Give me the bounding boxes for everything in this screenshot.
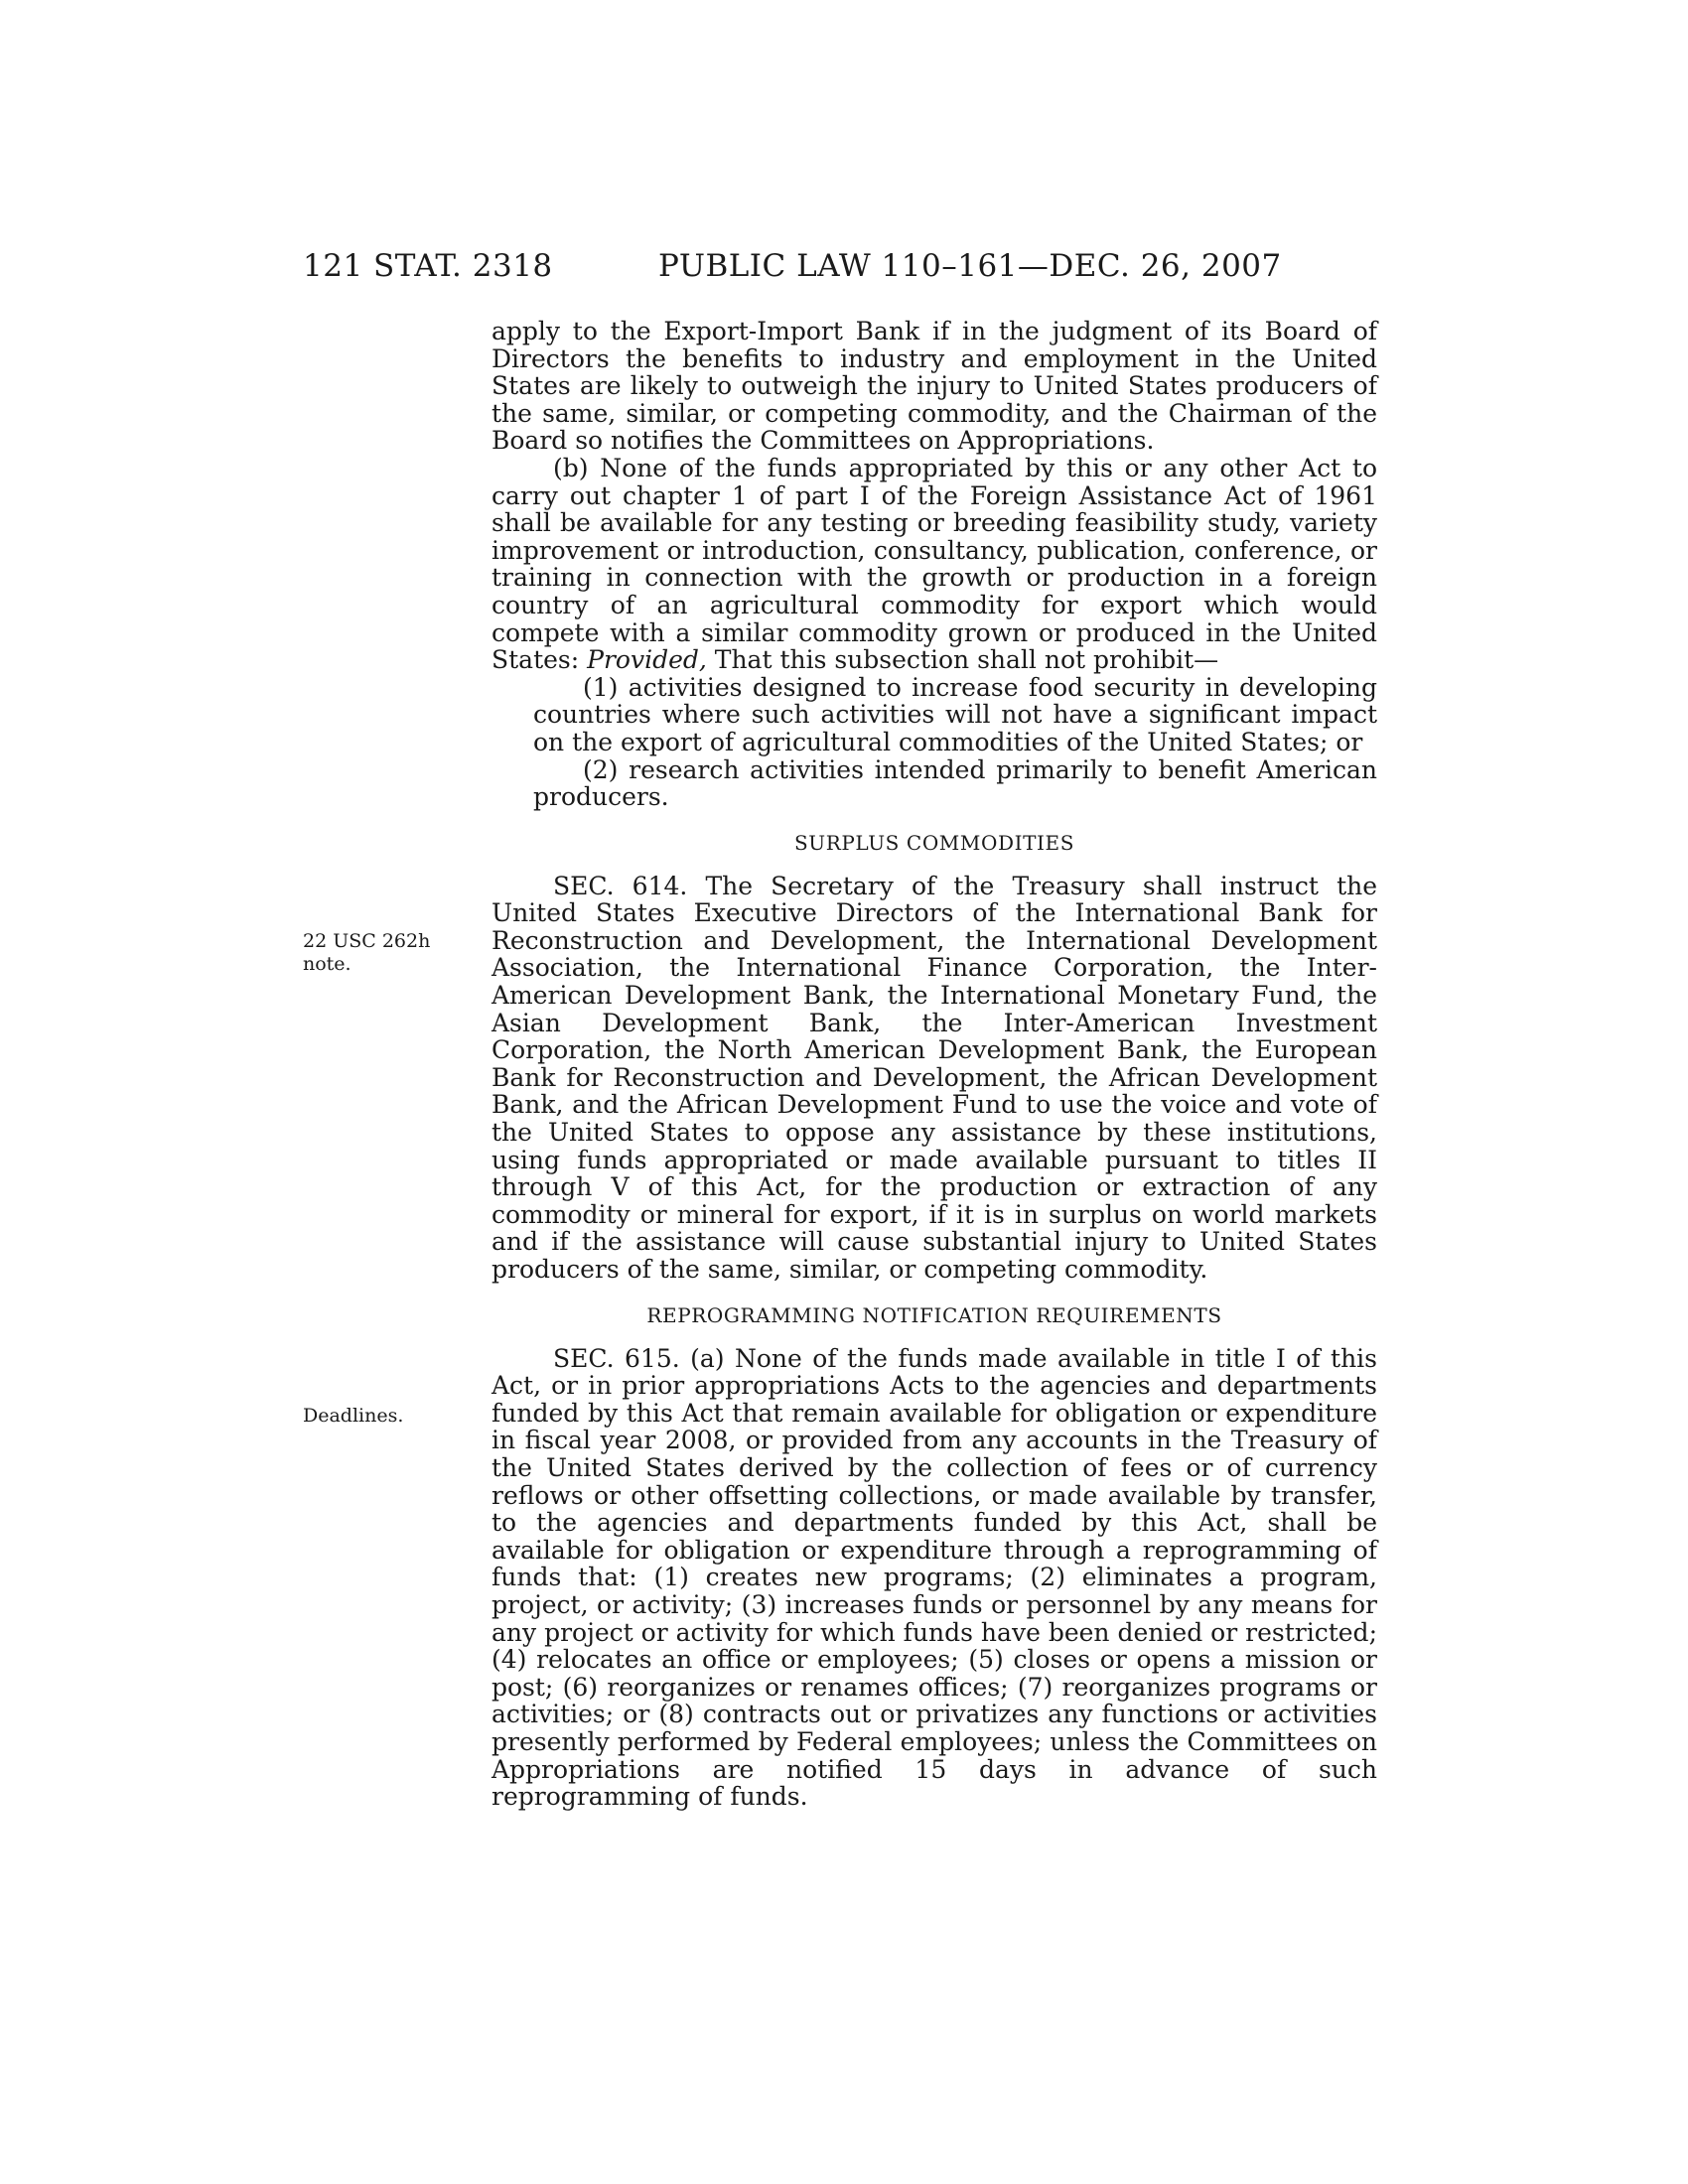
public-law-title: PUBLIC LAW 110–161—DEC. 26, 2007	[658, 248, 1282, 284]
list-item-2: (2) research activities intended primarily to benefit American producers.	[533, 754, 1377, 812]
page-header	[0, 248, 1688, 288]
section-614-label: SEC. 614.	[553, 871, 688, 900]
document-body	[492, 318, 1377, 1811]
section-615-label: SEC. 615.	[553, 1343, 680, 1373]
margin-note-deadlines: Deadlines.	[303, 1405, 404, 1427]
paragraph-export-import-bank: apply to the Export-Import Bank if in the judgment of its Board of Directors the benefits to industry and employment in the United States are likely to outweigh the injury to United States producers of the same, similar, or competing commodity, and the Chairman of the Board so notifies the Committees on Appropriations.	[492, 317, 1377, 456]
section-614-text: The Secretary of the Treasury shall instruct the United States Executive Directors of the International Bank for Reconstruction and Development, the International Development Association, the International Finance Corporation, the Inter-American Development Bank, the International Monetary Fund, the Asian Development Bank, the Inter-American Investment Corporation, the North American Development Bank, the European Bank for Reconstruction and Development, the African Development Bank, and the African Development Fund to use the voice and vote of the United States to oppose any assistance by these institutions, using funds appropriated or made available pursuant to titles II through V of this Act, for the production or extraction of any commodity or mineral for export, if it is in surplus on world markets and if the assistance will cause substantial injury to United States producers of the same, similar, or competing commodity.	[492, 871, 1378, 1284]
paragraph-subsection-b	[492, 455, 1377, 674]
list-item-1: (1) activities designed to increase food security in developing countries where such activities will not have a significant impact on the export of agricultural commodities of the United States; or	[533, 672, 1377, 756]
provided-term: Provided,	[587, 645, 707, 675]
margin-note-usc-line2: note.	[303, 953, 352, 975]
margin-note-usc-line1: 22 USC 262h	[303, 930, 431, 952]
subsection-b-tail: That this subsection shall not prohibit—	[706, 645, 1219, 675]
section-615	[492, 1345, 1377, 1811]
subsection-b-text: (b) None of the funds appropriated by this or any other Act to carry out chapter 1 of part I of the Foreign Assistance Act of 1961 shall be available for any testing or breeding feasibility study, variety improvement or introduction, consultancy, publication, conference, or training in connection with the growth or production in a foreign country of an agricultural commodity for export which would compete with a similar commodity grown or produced in the United States:	[492, 453, 1377, 675]
section-615-text: (a) None of the funds made available in title I of this Act, or in prior appropriations Acts to the agencies and departments funded by this Act that remain available for obligation or expenditure in fiscal year 2008, or provided from any accounts in the Treasury of the United States derived by the collection of fees or of currency reflows or other offsetting collections, or made available by transfer, to the agencies and departments funded by this Act, shall be available for obligation or expenditure through a reprogramming of funds that: (1) creates new programs; (2) eliminates a program, project, or activity; (3) increases funds or personnel by any means for any project or activity for which funds have been denied or restricted; (4) relocates an office or employees; (5) closes or opens a mission or post; (6) reorganizes or renames offices; (7) reorganizes programs or activities; or (8) contracts out or privatizes any functions or activities presently performed by Federal employees; unless the Committees on Appropriations are notified 15 days in advance of such reprogramming of funds.	[492, 1343, 1378, 1812]
stat-citation: 121 STAT. 2318	[303, 248, 553, 284]
section-heading-surplus: SURPLUS COMMODITIES	[793, 830, 1075, 855]
margin-note-usc	[303, 930, 430, 976]
section-614	[492, 873, 1377, 1284]
section-heading-reprogramming: REPROGRAMMING NOTIFICATION REQUIREMENTS	[646, 1302, 1222, 1327]
